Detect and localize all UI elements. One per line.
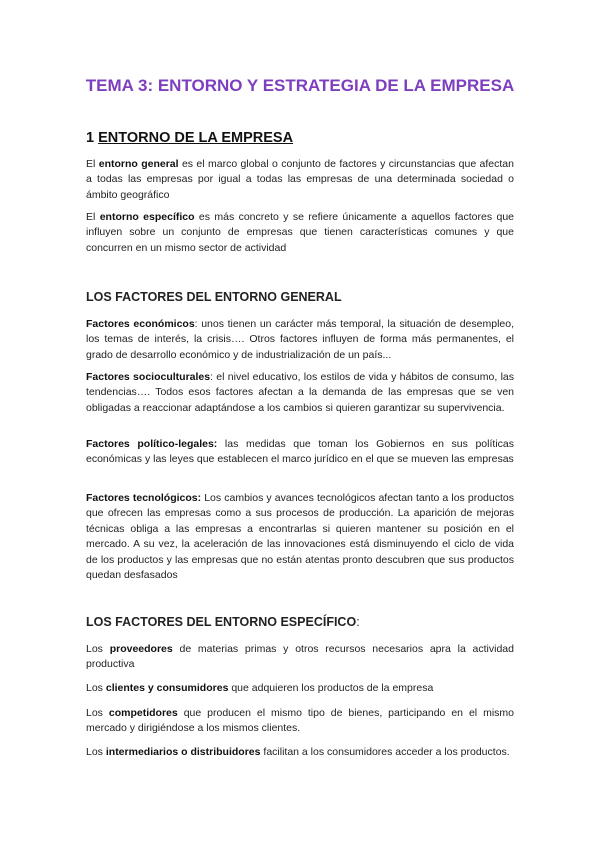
item-text: que adquieren los productos de la empresa bbox=[228, 682, 434, 694]
factor-text: : el nivel educativo, los estilos de vida y hábitos de consumo, las tendencias…. Todos esos factores afectan a la demanda de las empresas que se ven obligadas a reaccionar adaptándose a los cambios si quieren garantizar su supervivencia. bbox=[86, 371, 514, 414]
paragraph-text: es el marco global o conjunto de factores y circunstancias que afectan a todas las empresas por igual a todas las empresas de una determinada sociedad o ámbito geográfico bbox=[86, 158, 514, 201]
section-number: 1 bbox=[86, 130, 95, 146]
item-term: clientes y consumidores bbox=[105, 682, 229, 694]
specific-heading-text: LOS FACTORES DEL ENTORNO ESPECÍFICO bbox=[86, 615, 357, 629]
factor-term: Factores político-legales: bbox=[86, 438, 218, 450]
item-term: intermediarios o distribuidores bbox=[105, 746, 261, 758]
section-heading bbox=[86, 130, 293, 146]
factor-text: las medidas que toman los Gobiernos en sus políticas económicas y las leyes que establecen el marco jurídico en el que se mueven las empresas bbox=[86, 438, 514, 466]
factor-tecnologicos bbox=[86, 491, 514, 583]
general-factors-heading: LOS FACTORES DEL ENTORNO GENERAL bbox=[86, 290, 342, 304]
specific-proveedores bbox=[86, 642, 514, 673]
factor-text: : unos tienen un carácter más temporal, la situación de desempleo, los temas de interés, la crisis…. Otros factores influyen de forma más permanentes, el grado de desarrollo económico y de industrialización de un país... bbox=[86, 318, 515, 361]
paragraph-text: es más concreto y se refiere únicamente a aquellos factores que influyen sobre un conjunto de empresas que tienen características comunes y que concurren en un mismo sector de actividad bbox=[86, 211, 514, 254]
paragraph-entorno-general bbox=[86, 157, 514, 203]
factor-term: Factores socioculturales bbox=[86, 371, 211, 383]
factor-term: Factores tecnológicos: bbox=[86, 492, 202, 504]
factor-socioculturales bbox=[86, 370, 514, 416]
specific-factors-heading bbox=[86, 615, 360, 629]
item-text: facilitan a los consumidores acceder a los productos. bbox=[260, 746, 510, 758]
specific-intermediarios bbox=[86, 745, 514, 760]
section-title: ENTORNO DE LA EMPRESA bbox=[98, 130, 294, 146]
item-prefix: Los bbox=[86, 746, 106, 758]
term-entorno-general: entorno general bbox=[98, 158, 179, 170]
factor-economicos bbox=[86, 317, 514, 363]
item-prefix: Los bbox=[86, 643, 110, 655]
item-prefix: Los bbox=[86, 682, 106, 694]
term-entorno-especifico: entorno específico bbox=[99, 211, 195, 223]
paragraph-prefix: El bbox=[86, 158, 99, 170]
item-text: de materias primas y otros recursos necesarios apra la actividad productiva bbox=[86, 643, 514, 671]
specific-heading-colon: : bbox=[356, 615, 360, 629]
specific-competidores bbox=[86, 706, 514, 737]
factor-term: Factores económicos bbox=[86, 318, 195, 330]
item-term: proveedores bbox=[109, 643, 173, 655]
paragraph-prefix: El bbox=[86, 211, 100, 223]
specific-clientes bbox=[86, 681, 514, 696]
paragraph-entorno-especifico bbox=[86, 210, 514, 256]
item-text: que producen el mismo tipo de bienes, participando en el mismo mercado y dirigiéndose a los mismos clientes. bbox=[86, 707, 515, 735]
item-prefix: Los bbox=[86, 707, 109, 719]
document-title: TEMA 3: ENTORNO Y ESTRATEGIA DE LA EMPRESA bbox=[85, 76, 515, 95]
factor-politico-legales bbox=[86, 437, 514, 468]
factor-text: Los cambios y avances tecnológicos afectan tanto a los productos que ofrecen las empresas como a sus procesos de producción. La aparición de mejoras técnicas obliga a las empresas a encontrarlas si quieren mantener su posición en el mercado. A su vez, la aceleración de las innovaciones está disminuyendo el ciclo de vida de los productos y las empresas que no están atentas pronto descubren que sus productos quedan desfasados bbox=[86, 492, 514, 582]
item-term: competidores bbox=[108, 707, 178, 719]
